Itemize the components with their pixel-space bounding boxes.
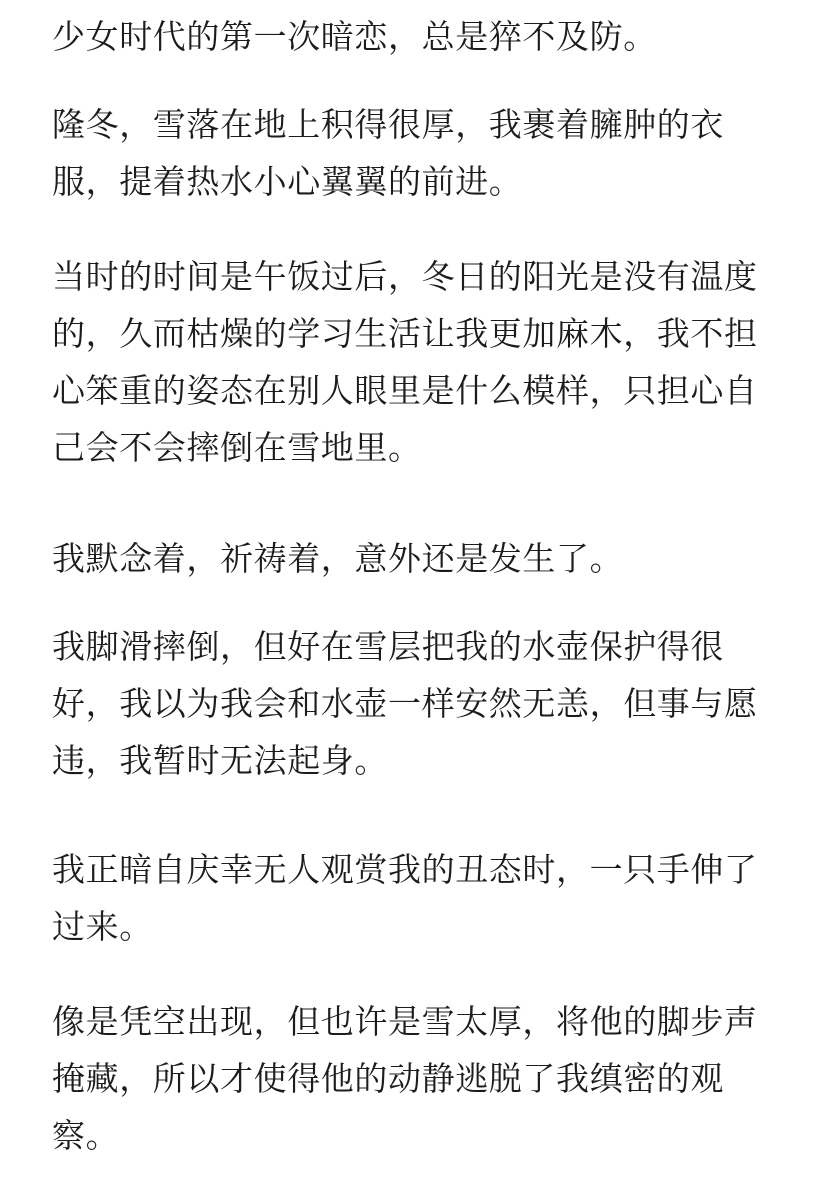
paragraph-5: 我脚滑摔倒，但好在雪层把我的水壶保护得很好，我以为我会和水壶一样安然无恙，但事与愿违，我暂时无法起身。 [52,627,758,780]
paragraph-3: 当时的时间是午饭过后，冬日的阳光是没有温度的，久而枯燥的学习生活让我更加麻木，我不担心笨重的姿态在别人眼里是什么模样，只担心自己会不会摔倒在雪地里。 [52,257,758,467]
paragraph-4: 我默念着，祈祷着，意外还是发生了。 [52,539,624,578]
paragraph-7: 像是凭空出现，但也许是雪太厚，将他的脚步声掩藏，所以才使得他的动静逃脱了我缜密的观察。 [52,1002,758,1155]
paragraph-1: 少女时代的第一次暗恋，总是猝不及防。 [52,17,657,56]
paragraph-6: 我正暗自庆幸无人观赏我的丑态时，一只手伸了过来。 [52,850,758,946]
paragraph-2: 隆冬，雪落在地上积得很厚，我裹着臃肿的衣服，提着热水小心翼翼的前进。 [52,105,724,201]
